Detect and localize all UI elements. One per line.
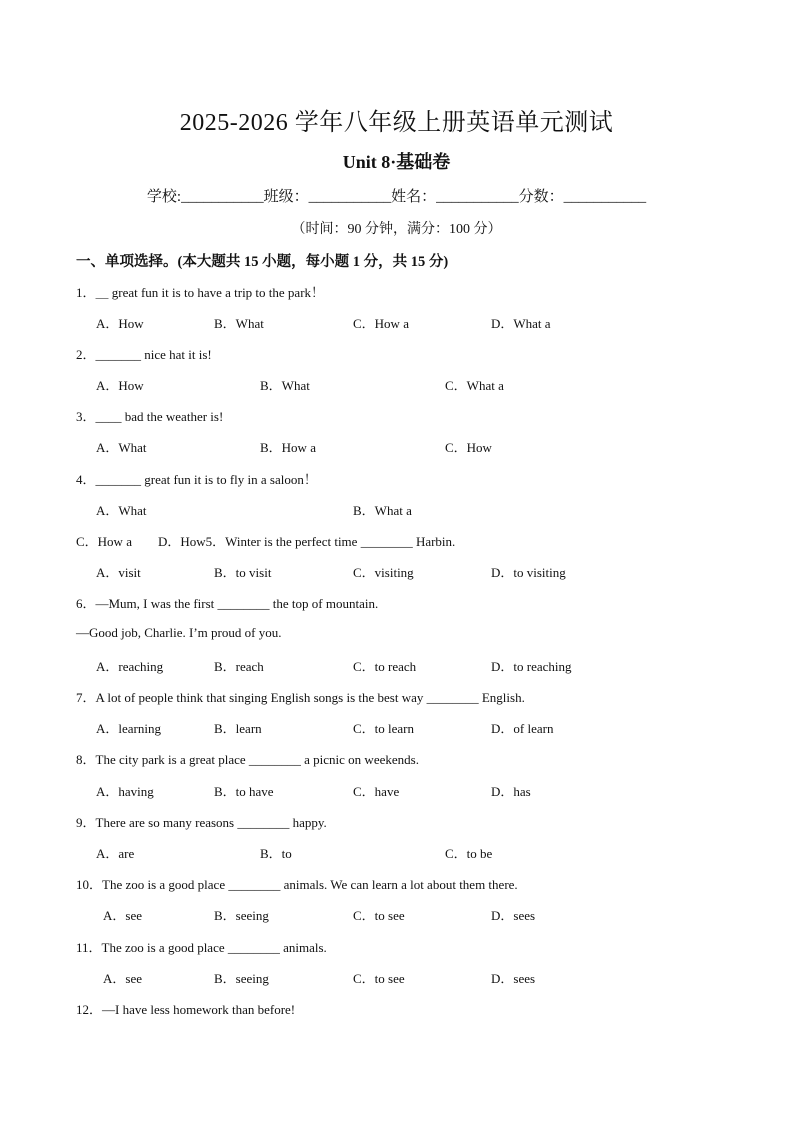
option: A．learning [96, 721, 161, 736]
option: A．How [96, 316, 144, 331]
question-stem: 10．The zoo is a good place ________ animals. We can learn a lot about them there. [76, 877, 518, 892]
option: C．How [445, 440, 492, 455]
option: B．seeing [214, 908, 269, 923]
option: D．of learn [491, 721, 554, 736]
option: A．see [103, 971, 142, 986]
section-heading: 一、单项选择。(本大题共 15 小题，每小题 1 分，共 15 分) [76, 254, 449, 270]
option: B．learn [214, 721, 262, 736]
option: B．What [260, 378, 310, 393]
option: D．What a [491, 316, 551, 331]
option: D．sees [491, 971, 536, 986]
question-stem: 8．The city park is a great place ________ a picnic on weekends. [76, 752, 419, 767]
option: B．to have [214, 784, 274, 799]
option: C．How a [353, 316, 409, 331]
page-title: 2025-2026 学年八年级上册英语单元测试 [179, 110, 614, 136]
question-stem: 2．_______ nice hat it is! [76, 347, 212, 362]
question-stem: 4．_______ great fun it is to fly in a saloon！ [76, 472, 317, 487]
option: A．What [96, 503, 147, 518]
question-stem: 7．A lot of people think that singing English songs is the best way ________ English. [76, 690, 525, 705]
option: A．What [96, 440, 147, 455]
option: A．How [96, 378, 144, 393]
option: B．What [214, 316, 264, 331]
question-stem: C．How a D．How5．Winter is the perfect time ________ Harbin. [76, 534, 456, 549]
option: D．to visiting [491, 565, 566, 580]
option: D．has [491, 784, 531, 799]
option: C．to learn [353, 721, 415, 736]
option: A．having [96, 784, 154, 799]
option: C．visiting [353, 565, 414, 580]
student-info-line: 学校:___________班级：___________姓名：___________分数：___________ [146, 189, 647, 205]
option: C．to see [353, 971, 405, 986]
option: B．How a [260, 440, 316, 455]
option: B．reach [214, 659, 264, 674]
time-score-note: （时间：90 分钟，满分：100 分） [291, 222, 502, 237]
question-stem: 6．—Mum, I was the first ________ the top of mountain. [76, 596, 379, 611]
question-stem: 1．＿ great fun it is to have a trip to the park！ [76, 285, 325, 300]
option: D．sees [491, 908, 536, 923]
page-subtitle: Unit 8·基础卷 [342, 152, 451, 172]
option: C．have [353, 784, 400, 799]
option: C．What a [445, 378, 504, 393]
option: D．to reaching [491, 659, 572, 674]
option: A．see [103, 908, 142, 923]
option: A．are [96, 846, 135, 861]
option: C．to reach [353, 659, 417, 674]
question-stem: 11．The zoo is a good place ________ animals. [76, 940, 327, 955]
option: B．seeing [214, 971, 269, 986]
option: B．What a [353, 503, 412, 518]
question-stem: 9．There are so many reasons ________ happy. [76, 815, 327, 830]
option: A．reaching [96, 659, 164, 674]
option: A．visit [96, 565, 141, 580]
question-stem: 3．____ bad the weather is! [76, 409, 224, 424]
option: C．to see [353, 908, 405, 923]
option: B．to [260, 846, 292, 861]
option: C．to be [445, 846, 493, 861]
question-stem: 12．—I have less homework than before! [76, 1002, 296, 1017]
option: B．to visit [214, 565, 272, 580]
question-stem-reply: —Good job, Charlie. I’m proud of you. [76, 625, 282, 640]
